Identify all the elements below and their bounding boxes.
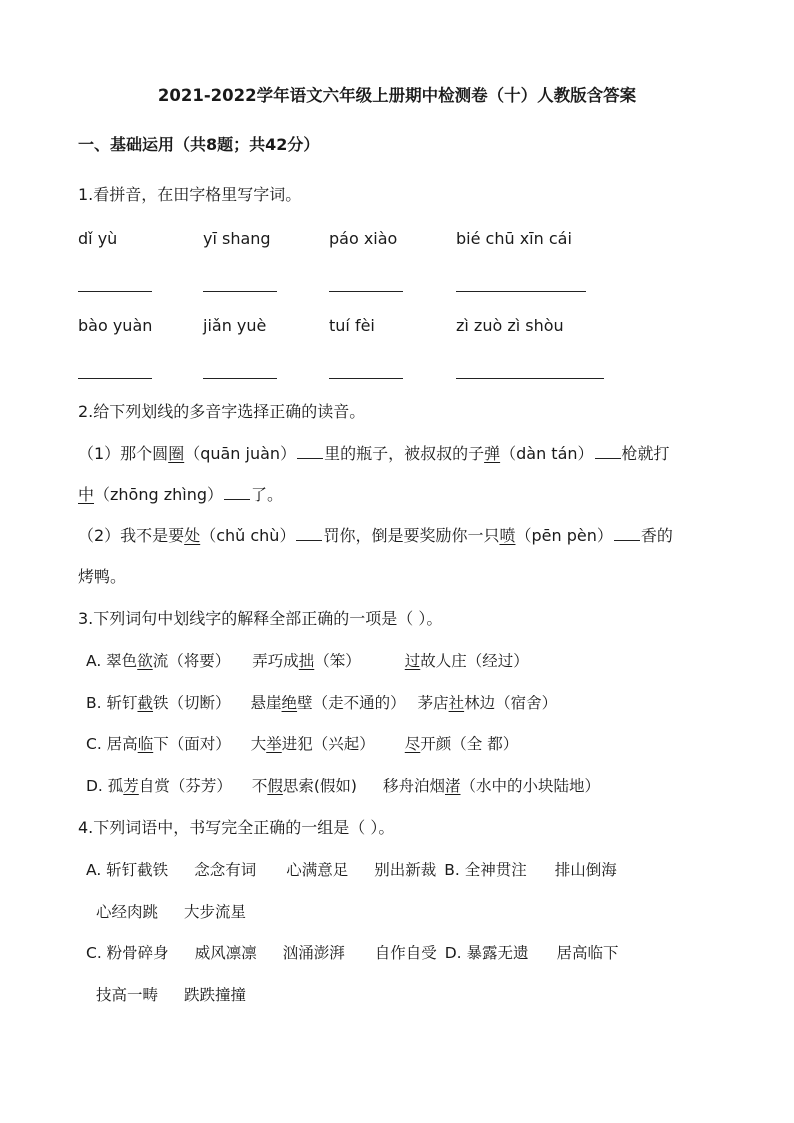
answer-blank[interactable] [329,378,403,379]
question-4-options-line-3[interactable]: C. 粉骨碎身 威风凛凛 汹涌澎湃 自作自受 D. 暴露无遗 居高临下 [86,944,619,962]
section-heading: 一、基础运用（共8题；共42分） [78,135,320,154]
answer-blank[interactable] [224,485,250,500]
answer-blank[interactable] [78,378,152,379]
answer-blank[interactable] [296,526,322,541]
answer-blank[interactable] [595,444,621,459]
question-1-stem: 1.看拼音，在田字格里写字词。 [78,185,302,204]
pinyin-item: yī shang [203,229,271,248]
answer-blank[interactable] [203,378,277,379]
answer-blank[interactable] [78,291,152,292]
question-2-part-1-cont: 中（zhōng zhìng） 了。 [78,485,284,504]
answer-blank[interactable] [329,291,403,292]
answer-blank[interactable] [614,526,640,541]
pinyin-item: bié chū xīn cái [456,229,572,248]
pinyin-item: bào yuàn [78,316,153,335]
document-title: 2021-2022学年语文六年级上册期中检测卷（十）人教版含答案 [157,86,637,105]
pinyin-item: tuí fèi [329,316,375,335]
question-2-part-2-cont: 烤鸭。 [78,567,127,586]
question-3-option-a[interactable]: A. 翠色欲流（将要） 弄巧成拙（笨） 过故人庄（经过） [86,652,529,670]
question-4-options-line-4[interactable]: 技高一畴 跌跌撞撞 [96,986,247,1004]
answer-blank[interactable] [297,444,323,459]
question-4-options-line-2[interactable]: 心经肉跳 大步流星 [96,903,247,921]
question-2-stem: 2.给下列划线的多音字选择正确的读音。 [78,402,366,421]
question-3-option-d[interactable]: D. 孤芳自赏（芬芳） 不假思索(假如) 移舟泊烟渚（水中的小块陆地） [86,777,601,795]
question-3-option-b[interactable]: B. 斩钉截铁（切断） 悬崖绝壁（走不通的） 茅店社林边（宿舍） [86,694,558,712]
answer-blank[interactable] [456,378,604,379]
question-2-part-2: （2）我不是要处（chǔ chù） 罚你，倒是要奖励你一只喷（pēn pèn） 香的 [78,526,673,545]
pinyin-item: zì zuò zì shòu [456,316,564,335]
pinyin-item: páo xiào [329,229,398,248]
question-2-part-1: （1）那个圆圈（quān juàn） 里的瓶子，被叔叔的子弹（dàn tán） 枪就打 [78,444,670,463]
question-3-option-c[interactable]: C. 居高临下（面对） 大举进犯（兴起） 尽开颜（全 都） [86,735,519,753]
pinyin-item: jiǎn yuè [203,316,267,335]
question-4-stem: 4.下列词语中，书写完全正确的一组是（ ）。 [78,818,395,837]
answer-blank[interactable] [456,291,586,292]
pinyin-item: dǐ yù [78,229,118,248]
question-4-options-line-1[interactable]: A. 斩钉截铁 念念有词 心满意足 别出新裁 B. 全神贯注 排山倒海 [86,861,617,879]
answer-blank[interactable] [203,291,277,292]
question-3-stem: 3.下列词句中划线字的解释全部正确的一项是（ ）。 [78,609,443,628]
